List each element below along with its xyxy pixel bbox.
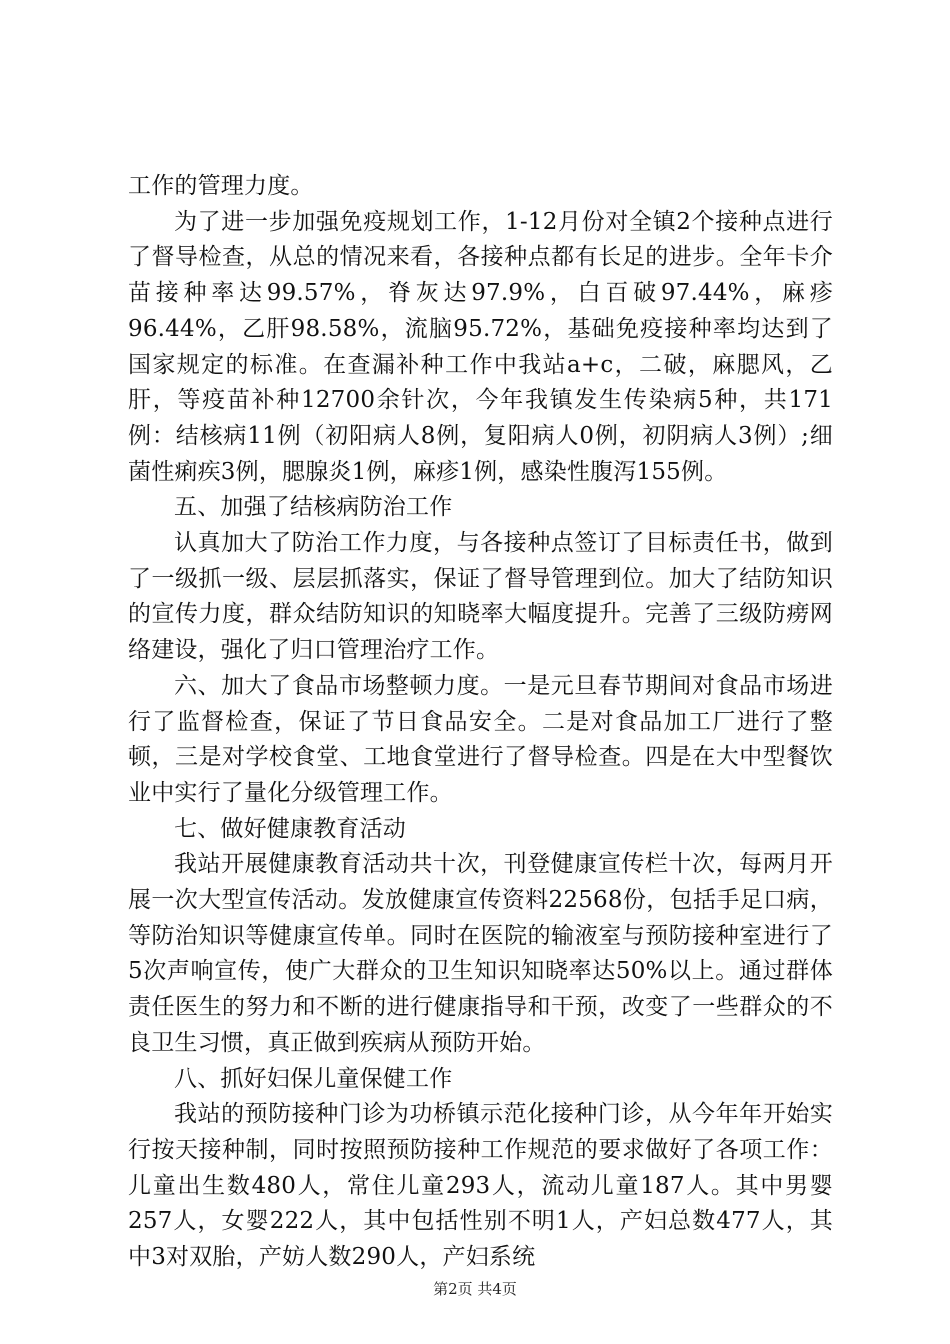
paragraph-5: 我站的预防接种门诊为功桥镇示范化接种门诊，从今年年开始实行按天接种制，同时按照预防接种工作规范的要求做好了各项工作：儿童出生数480人，常住儿童293人，流动儿童187人。其中男婴257人，女婴222人，其中包括性别不明1人，产妇总数477人，其中3对双胎，产妨人数290人，产妇系统 — [128, 1101, 833, 1271]
document-body — [128, 169, 833, 1276]
section-heading-5: 五、加强了结核病防治工作 — [174, 494, 453, 521]
paragraph-2: 为了进一步加强免疫规划工作，1-12月份对全镇2个接种点进行了督导检查，从总的情况来看，各接种点都有长足的进步。全年卡介苗接种率达99.57%，脊灰达97.9%，白百破97.44%，麻疹96.44%，乙肝98.58%，流脑95.72%，基础免疫接种率均达到了国家规定的标准。在查漏补种工作中我站a+c，二破，麻腮风，乙肝，等疫苗补种12700余针次，今年我镇发生传染病5种，共171例：结核病11例（初阳病人8例，复阳病人0例，初阴病人3例）;细菌性痢疾3例，腮腺炎1例，麻疹1例，感染性腹泻155例。 — [128, 208, 833, 485]
paragraph-4: 我站开展健康教育活动共十次，刊登健康宣传栏十次，每两月开展一次大型宣传活动。发放健康宣传资料22568份，包括手足口病，等防治知识等健康宣传单。同时在医院的输液室与预防接种室进行了5次声响宣传，使广大群众的卫生知识知晓率达50%以上。通过群体责任医生的努力和不断的进行健康指导和干预，改变了一些群众的不良卫生习惯，真正做到疾病从预防开始。 — [128, 851, 833, 1056]
section-paragraph-6: 六、加大了食品市场整顿力度。一是元旦春节期间对食品市场进行了监督检查，保证了节日食品安全。二是对食品加工厂进行了整顿，三是对学校食堂、工地食堂进行了督导检查。四是在大中型餐饮业中实行了量化分级管理工作。 — [128, 672, 833, 806]
paragraph-1: 工作的管理力度。 — [128, 173, 314, 199]
section-heading-7: 七、做好健康教育活动 — [174, 815, 406, 842]
section-heading-8: 八、抓好妇保儿童保健工作 — [174, 1065, 453, 1092]
paragraph-3: 认真加大了防治工作力度，与各接种点签订了目标责任书，做到了一级抓一级、层层抓落实，保证了督导管理到位。加大了结防知识的宣传力度，群众结防知识的知晓率大幅度提升。完善了三级防痨网络建设，强化了归口管理治疗工作。 — [128, 530, 833, 664]
page-number-footer: 第2页 共4页 — [433, 1280, 517, 1298]
